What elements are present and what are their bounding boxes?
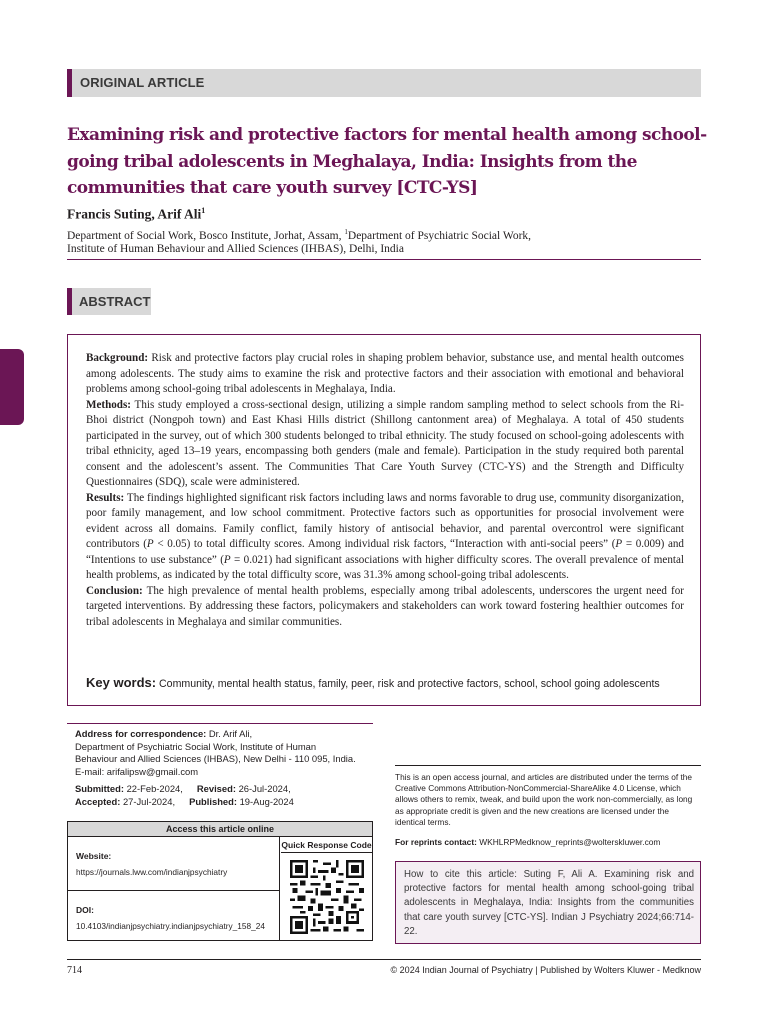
abstract-background — [86, 351, 684, 398]
access-online-box — [67, 821, 373, 941]
side-tab-marker — [0, 349, 24, 425]
accepted-label: Accepted: — [75, 796, 121, 807]
abstract-heading-banner — [67, 288, 151, 315]
accepted-date: 27-Jul-2024, — [122, 796, 176, 807]
background-text: Risk and protective factors play crucial roles in shaping problem behavior, substance use, and mental health outcomes among adolescents. The study aims to examine the risk and protective factors and their association with emotional and behavioral problems among school-going tribal adolescents in Meghalaya, India. — [86, 352, 684, 395]
results-text-b: < 0.05) to total difficulty scores. Among individual risk factors, “Interaction with anti-social peers” ( — [153, 538, 616, 550]
citation-box — [395, 861, 701, 944]
affiliation-line-2: Institute of Human Behaviour and Allied Sciences (IHBAS), Delhi, India — [67, 243, 404, 255]
correspondence-label: Address for correspondence: — [75, 728, 207, 739]
conclusion-text: The high prevalence of mental health problems, especially among tribal adolescents, underscores the urgent need for targeted interventions. By addressing these factors, policymakers and stakeholders can work toward fostering healthier outcomes for tribal adolescents in Meghalaya and similar communities. — [86, 584, 684, 628]
submitted-label: Submitted: — [75, 783, 124, 794]
p-symbol: P — [223, 553, 231, 566]
page-number: 714 — [67, 965, 82, 976]
doi-label: DOI: — [76, 905, 94, 915]
published-label: Published: — [189, 796, 237, 807]
author-affiliation-sup: 1 — [201, 206, 206, 215]
article-title: Examining risk and protective factors for mental health among school-going tribal adolescents in Meghalaya, India: Insights from the communities that care youth survey [CTC-YS] — [67, 125, 707, 198]
results-text-d: = 0.021) had significant associations with higher difficulty scores. The overall prevalence of mental health problems, as indicated by the total difficulty score, was 31.3% among school-going tribal adolescents. — [86, 553, 684, 581]
keywords — [86, 675, 686, 690]
results-text-a: The findings highlighted significant risk factors including laws and norms favorable to drug use, community disorganization, poor family management, and low school commitment. Protective factors such as opportunities for prosocial involvement were evident across all domains. Family conflict, family history of antisocial behavior, and parental overcontrol were significant contributors ( — [86, 491, 684, 550]
p-symbol: P — [615, 538, 623, 550]
website-label: Website: — [76, 851, 112, 861]
access-heading: Access this article online — [68, 822, 372, 837]
affiliation-text-b: Department of Psychiatric Social Work, — [347, 229, 532, 242]
reprints-email[interactable]: WKHLRPMedknow_reprints@wolterskluwer.com — [479, 837, 661, 847]
correspondence-address-1: Department of Psychiatric Social Work, Institute of Human — [75, 740, 317, 752]
revised-date: 26-Jul-2024, — [238, 783, 291, 794]
article-dates — [75, 782, 375, 808]
submitted-date: 22-Feb-2024, — [126, 783, 183, 794]
correspondence-block — [67, 723, 373, 778]
background-label: Background: — [86, 352, 149, 364]
article-type-label: ORIGINAL ARTICLE — [80, 75, 205, 90]
correspondence-name: Dr. Arif Ali, — [208, 728, 253, 739]
abstract-results — [86, 491, 684, 584]
publisher-line: © 2024 Indian Journal of Psychiatry | Published by Wolters Kluwer - Medknow — [390, 965, 701, 975]
author-list — [67, 206, 205, 223]
conclusion-label: Conclusion: — [86, 584, 143, 597]
results-label: Results: — [86, 491, 125, 504]
author-names: Francis Suting, Arif Ali — [67, 206, 202, 222]
correspondence-email: E-mail: arifalipsw@gmail.com — [75, 765, 199, 777]
qr-code-label: Quick Response Code — [281, 838, 372, 853]
revised-label: Revised: — [196, 783, 236, 794]
keywords-text: Community, mental health status, family, peer, risk and protective factors, school, school going adolescents — [159, 678, 660, 690]
abstract-body — [86, 351, 684, 630]
article-type-banner — [67, 69, 701, 97]
access-details — [68, 837, 280, 940]
doi-link[interactable]: 10.4103/indianjpsychiatry.indianjpsychiatry_158_24 — [76, 921, 265, 931]
published-date: 19-Aug-2024 — [239, 796, 294, 807]
abstract-box — [67, 334, 701, 706]
license-note: This is an open access journal, and articles are distributed under the terms of the Creative Commons Attribution-NonCommercial-ShareAlike 4.0 License, which allows others to remix, tweak, and build upon the work non-commercially, as long as appropriate credit is given and the new creations are licensed under the identical terms. — [395, 765, 701, 828]
abstract-conclusion — [86, 584, 684, 631]
reprints-label: For reprints contact: — [395, 837, 477, 847]
reprints-contact — [395, 837, 660, 847]
methods-label: Methods: — [86, 398, 131, 411]
correspondence-address-2: Behaviour and Allied Sciences (IHBAS), New Delhi - 110 095, India. — [75, 753, 356, 765]
p-symbol: P — [146, 538, 154, 550]
keywords-label: Key words: — [86, 675, 157, 690]
results-text-c: = 0.009) and “Intentions to use substance” ( — [86, 538, 684, 566]
abstract-heading: ABSTRACT — [79, 294, 151, 309]
abstract-methods — [86, 398, 684, 491]
footer-divider — [67, 959, 701, 960]
header-divider — [67, 259, 701, 260]
qr-code-icon[interactable] — [290, 860, 364, 934]
affiliation-text-a: Department of Social Work, Bosco Institute, Jorhat, Assam, — [67, 229, 345, 242]
affiliation-sup: 1 — [344, 228, 348, 236]
citation-text: How to cite this article: Suting F, Ali A. Examining risk and protective factors for mental health among school-going tribal adolescents in Meghalaya, India: Insights from the communities that care youth survey [CTC-YS]. Indian J Psychiatry 2024;66:714-22. — [404, 869, 694, 937]
methods-text: This study employed a cross-sectional design, utilizing a simple random sampling method to select schools from the Ri-Bhoi district (Nongpoh town) and East Khasi Hills district (Shillong cantonment area) of Meghalaya. A total of 450 students participated in the survey, out of which 300 students belonged to tribal ethnicity. The study focused on school-going adolescents with tribal ethnicity, aged 13–19 years, encompassing both genders (male and female). Participation in the study required both parental consent and the adolescent’s assent. The Communities That Care Youth Survey (CTC-YS) and the Strength and Difficulty Questionnaires (SDQ), scale were administered. — [86, 398, 684, 488]
website-cell — [68, 837, 279, 891]
website-link[interactable]: https://journals.lww.com/indianjpsychiatry — [76, 867, 228, 877]
